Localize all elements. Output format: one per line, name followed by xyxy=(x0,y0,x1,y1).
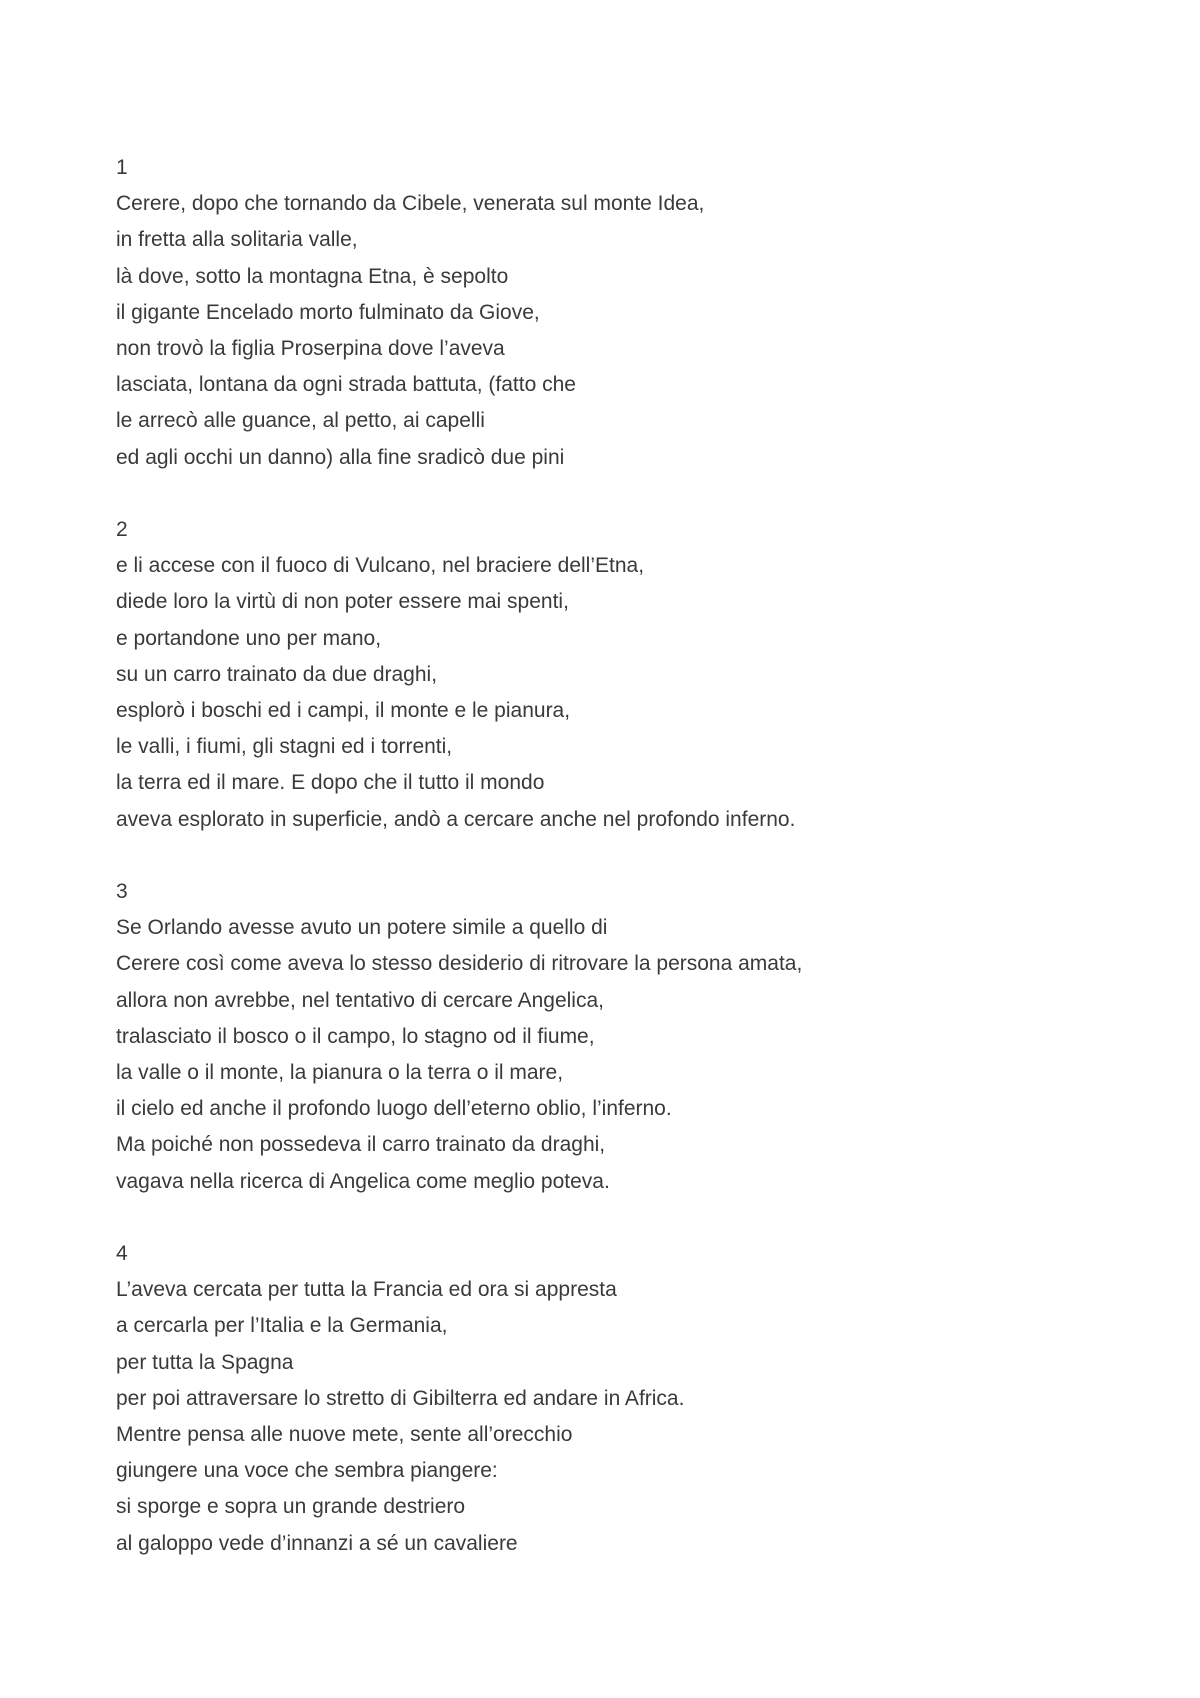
stanza-number: 2 xyxy=(116,518,128,542)
verse-line: e li accese con il fuoco di Vulcano, nel braciere dell’Etna, xyxy=(116,554,645,578)
verse-line: le valli, i fiumi, gli stagni ed i torrenti, xyxy=(116,735,453,759)
verse-line: Se Orlando avesse avuto un potere simile a quello di xyxy=(116,916,608,940)
stanza-1 xyxy=(116,150,1156,476)
verse-line: non trovò la figlia Proserpina dove l’aveva xyxy=(116,337,505,361)
verse-line: al galoppo vede d’innanzi a sé un cavaliere xyxy=(116,1531,518,1555)
verse-line: in fretta alla solitaria valle, xyxy=(116,228,358,252)
verse-line: a cercarla per l’Italia e la Germania, xyxy=(116,1314,448,1338)
stanza-number: 4 xyxy=(116,1242,128,1266)
verse-line: lasciata, lontana da ogni strada battuta, (fatto che xyxy=(116,373,576,397)
verse-line: Mentre pensa alle nuove mete, sente all’orecchio xyxy=(116,1423,573,1447)
verse-line: la terra ed il mare. E dopo che il tutto il mondo xyxy=(116,771,545,795)
stanza-3 xyxy=(116,874,1156,1200)
verse-line: diede loro la virtù di non poter essere mai spenti, xyxy=(116,590,569,614)
verse-line: per poi attraversare lo stretto di Gibilterra ed andare in Africa. xyxy=(116,1386,685,1410)
verse-line: la valle o il monte, la pianura o la terra o il mare, xyxy=(116,1061,564,1085)
verse-line: e portandone uno per mano, xyxy=(116,626,382,650)
verse-line: giungere una voce che sembra piangere: xyxy=(116,1459,498,1483)
stanza-number: 1 xyxy=(116,156,128,179)
verse-line: il cielo ed anche il profondo luogo dell’eterno oblio, l’inferno. xyxy=(116,1097,672,1121)
verse-line: là dove, sotto la montagna Etna, è sepolto xyxy=(116,264,509,288)
verse-line: per tutta la Spagna xyxy=(116,1350,294,1374)
verse-line: le arrecò alle guance, al petto, ai capelli xyxy=(116,409,485,433)
document-page xyxy=(116,150,1156,1562)
verse-line: allora non avrebbe, nel tentativo di cercare Angelica, xyxy=(116,988,604,1012)
verse-line: il gigante Encelado morto fulminato da Giove, xyxy=(116,300,540,324)
stanza-2 xyxy=(116,512,1156,838)
verse-line: vagava nella ricerca di Angelica come meglio poteva. xyxy=(116,1169,610,1193)
stanza-4 xyxy=(116,1236,1156,1562)
verse-line: Ma poiché non possedeva il carro trainato da draghi, xyxy=(116,1133,606,1157)
verse-line: tralasciato il bosco o il campo, lo stagno od il fiume, xyxy=(116,1024,595,1048)
verse-line: Cerere, dopo che tornando da Cibele, venerata sul monte Idea, xyxy=(116,192,705,216)
verse-line: ed agli occhi un danno) alla fine sradicò due pini xyxy=(116,445,565,469)
verse-line: L’aveva cercata per tutta la Francia ed ora si appresta xyxy=(116,1278,617,1302)
verse-line: si sporge e sopra un grande destriero xyxy=(116,1495,466,1519)
verse-line: su un carro trainato da due draghi, xyxy=(116,662,438,686)
verse-line: esplorò i boschi ed i campi, il monte e le pianura, xyxy=(116,699,571,723)
stanza-number: 3 xyxy=(116,880,128,904)
verse-line: aveva esplorato in superficie, andò a cercare anche nel profondo inferno. xyxy=(116,807,796,831)
verse-line: Cerere così come aveva lo stesso desiderio di ritrovare la persona amata, xyxy=(116,952,803,976)
